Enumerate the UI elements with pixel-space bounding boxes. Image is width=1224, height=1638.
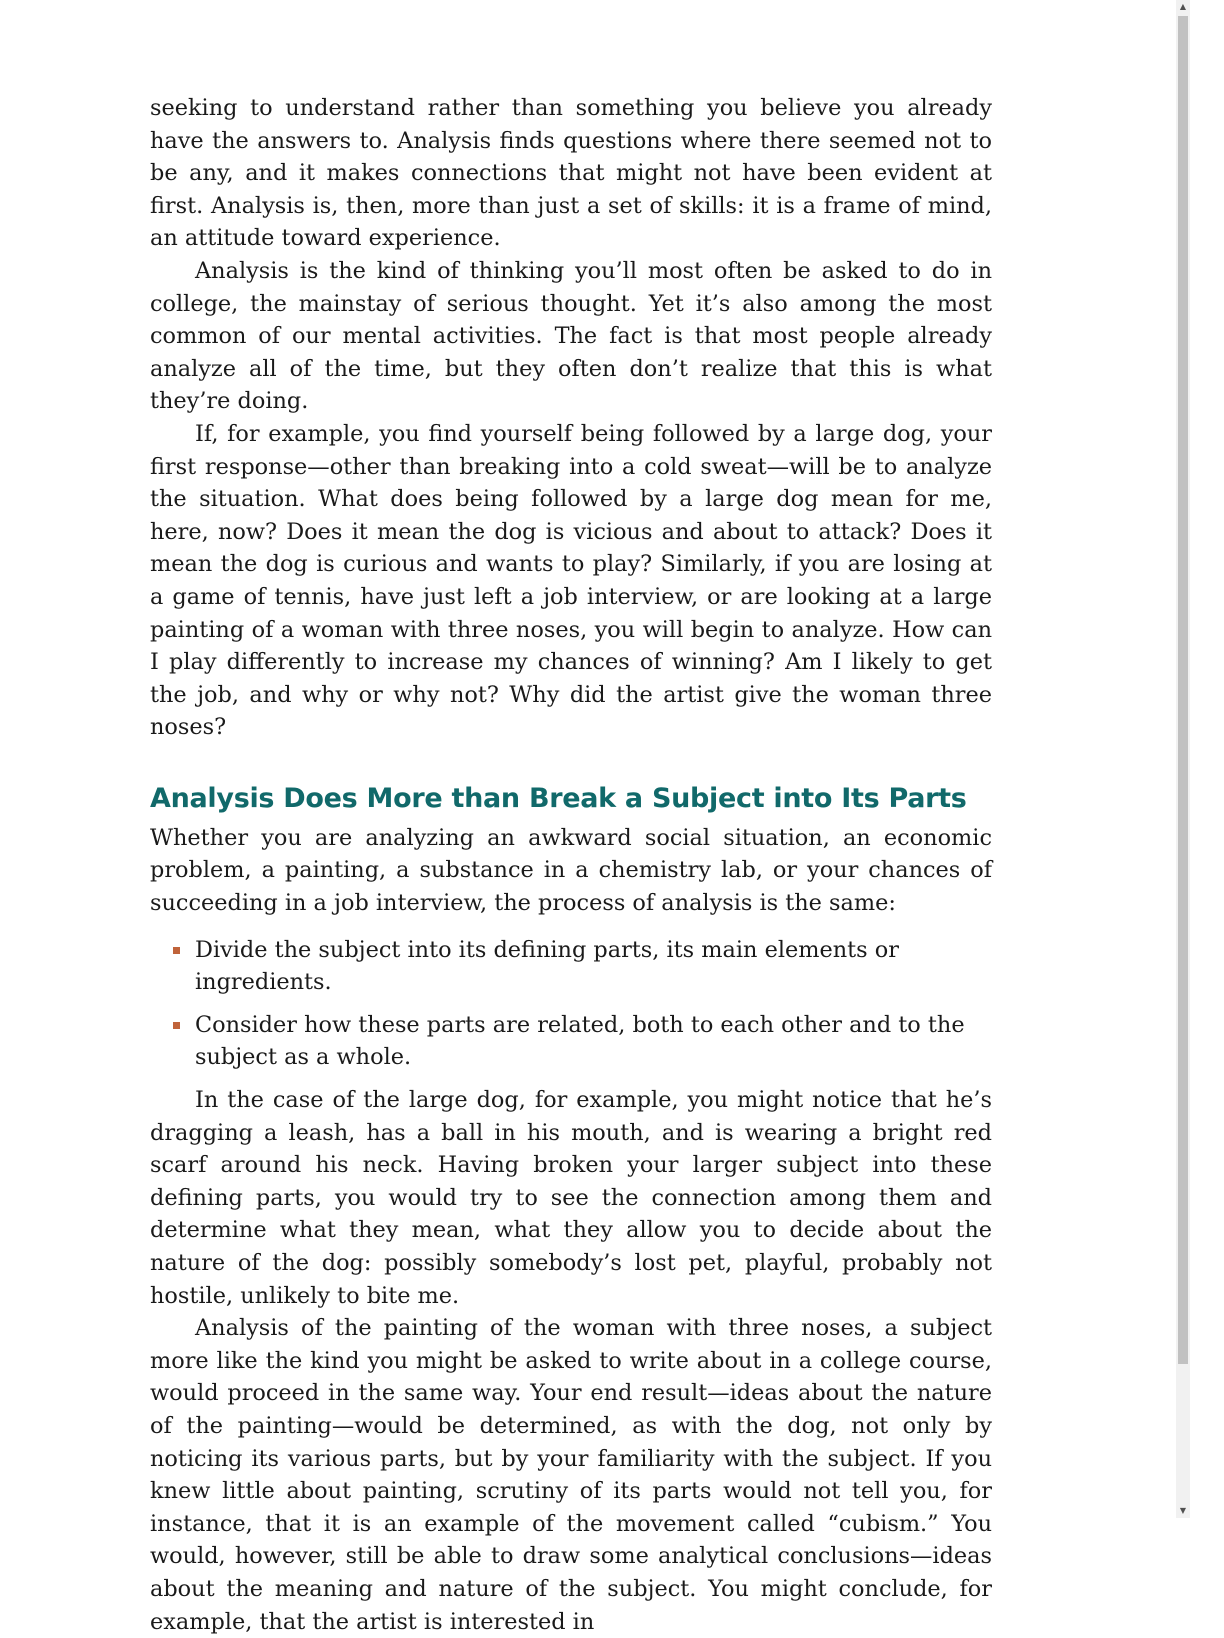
paragraph-1: seeking to understand rather than something you believe you already have the answers to. Analysis finds questions where there seemed not to be any, and it makes connections that might not have been evident at first. Analysis is, then, more than just a set of skills: it is a frame of mind, an attitude toward experience.	[150, 95, 992, 252]
scrollbar-thumb[interactable]	[1178, 16, 1188, 1364]
bullet-item	[150, 934, 992, 999]
paragraph-4: Whether you are analyzing an awkward social situation, an economic problem, a painting, a substance in a chemistry lab, or your chances of succeeding in a job interview, the process of analysis is the same:	[150, 824, 992, 917]
scroll-up-arrow-icon[interactable]: ▲	[1179, 2, 1187, 11]
square-bullet-icon	[173, 1022, 180, 1029]
paragraph-5: In the case of the large dog, for example, you might notice that he’s dragging a leash, has a ball in his mouth, and is wearing a bright red scarf around his neck. Having broken your larger subject into these defining parts, you would try to see the connection among them and determine what they mean, what they allow you to decide about the nature of the dog: possibly somebody’s lost pet, playful, probably not hostile, unlikely to bite me.	[150, 1087, 992, 1309]
section-heading: Analysis Does More than Break a Subject into Its Parts	[150, 782, 967, 814]
bullet-text: Divide the subject into its defining parts, its main elements or ingredients.	[195, 936, 899, 996]
paragraph-3: If, for example, you find yourself being followed by a large dog, your first response—other than breaking into a cold sweat—will be to analyze the situation. What does being followed by a large dog mean for me, here, now? Does it mean the dog is vicious and about to attack? Does it mean the dog is curious and wants to play? Similarly, if you are losing at a game of tennis, have just left a job interview, or are looking at a large painting of a woman with three noses, you will begin to analyze. How can I play differently to increase my chances of winning? Am I likely to get the job, and why or why not? Why did the artist give the woman three noses?	[150, 420, 992, 741]
bullet-item	[150, 1009, 992, 1074]
vertical-scrollbar[interactable]	[1176, 0, 1190, 1518]
bullet-text: Consider how these parts are related, both to each other and to the subject as a whole.	[195, 1011, 965, 1071]
square-bullet-icon	[173, 947, 180, 954]
paragraph-2: Analysis is the kind of thinking you’ll most often be asked to do in college, the mainstay of serious thought. Yet it’s also among the most common of our mental activities. The fact is that most people already analyze all of the time, but they often don’t realize that this is what they’re doing.	[150, 257, 992, 415]
bullet-list	[150, 934, 992, 1074]
scroll-down-arrow-icon[interactable]: ▼	[1179, 1506, 1187, 1515]
document-body	[150, 92, 992, 1638]
paragraph-6: Analysis of the painting of the woman with three noses, a subject more like the kind you might be asked to write about in a college course, would proceed in the same way. Your end result—ideas about the nature of the painting—would be determined, as with the dog, not only by noticing its various parts, but by your familiarity with the subject. If you knew little about painting, scrutiny of its parts would not tell you, for instance, that it is an example of the movement called “cubism.” You would, however, still be able to draw some analytical conclusions—ideas about the meaning and nature of the subject. You might conclude, for example, that the artist is interested in	[150, 1315, 992, 1635]
